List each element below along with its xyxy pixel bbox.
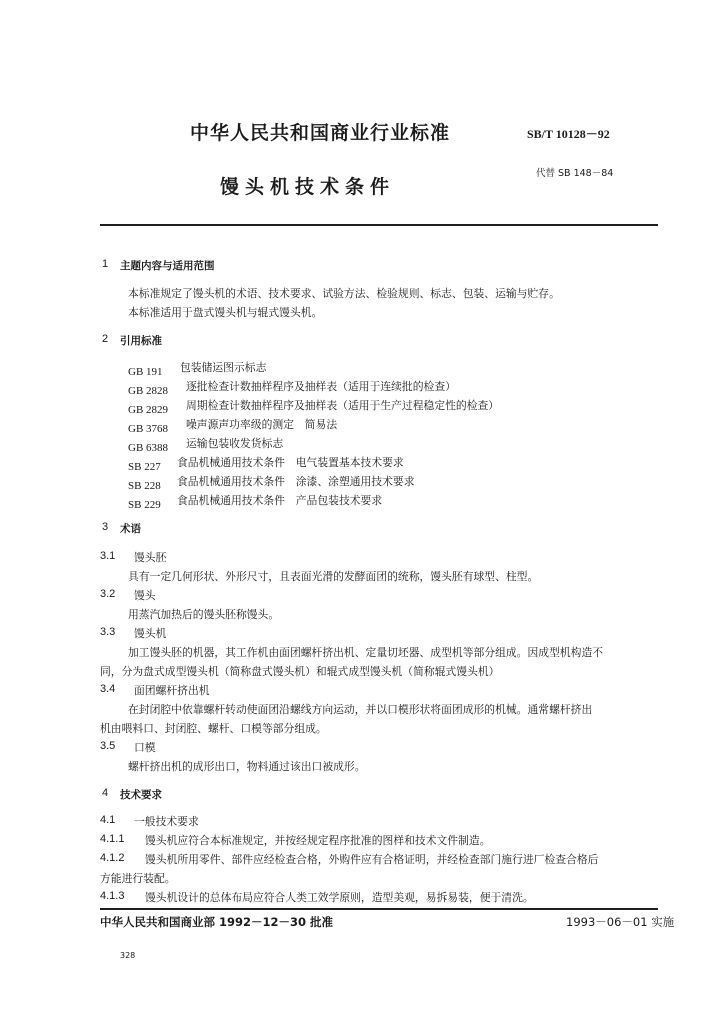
reference-title: 运输包装收发货标志 <box>186 437 284 450</box>
clause-text: 一般技术要求 <box>134 815 199 828</box>
term-title: 面团螺杆挤出机 <box>134 684 210 697</box>
section-number: 4 <box>102 787 109 799</box>
reference-item <box>128 417 338 436</box>
term-title: 馒头胚 <box>134 551 167 564</box>
effective-date: 1993－06－01 实施 <box>566 915 675 929</box>
reference-code: GB 191 <box>128 366 163 378</box>
section-title: 引用标准 <box>120 335 162 347</box>
term-definition-continued: 同，分为盘式成型馒头机（简称盘式馒头机）和辊式成型馒头机（简称辊式馒头机） <box>100 665 500 678</box>
term-definition: 加工馒头胚的机器，其工作机由面团螺杆挤出机、定量切坯器、成型机等部分组成。因成型机构造不 <box>128 646 604 659</box>
reference-item <box>128 455 404 474</box>
term-definition: 螺杆挤出机的成形出口，物料通过该出口被成形。 <box>128 760 366 773</box>
reference-title: 周期检查计数抽样程序及抽样表（适用于生产过程稳定性的检查） <box>186 399 500 412</box>
page-title: 馒头机技术条件 <box>220 176 396 198</box>
term-number: 3.3 <box>100 626 116 638</box>
reference-title: 噪声源声功率级的测定 简易法 <box>186 418 338 431</box>
clause-number: 4.1.3 <box>100 890 125 902</box>
term-number: 3.4 <box>100 683 116 695</box>
clause-text-continued: 方能进行装配。 <box>100 872 176 885</box>
term-title: 馒头机 <box>134 627 167 640</box>
reference-code: GB 3768 <box>128 423 169 435</box>
term-number: 3.2 <box>100 588 116 600</box>
reference-item <box>128 474 415 493</box>
standard-category-title: 中华人民共和国商业行业标准 <box>190 122 451 144</box>
reference-title: 食品机械通用技术条件 产品包装技术要求 <box>177 494 383 507</box>
clause-text: 馒头机应符合本标准规定，并按经规定程序批准的图样和技术文件制造。 <box>145 834 491 847</box>
replaces-note: 代替 SB 148－84 <box>536 168 614 179</box>
term-definition: 在封闭腔中依靠螺杆转动使面团沿螺线方向运动，并以口模形状将面团成形的机械。通常螺杆挤出 <box>128 703 593 716</box>
reference-item <box>128 436 284 455</box>
reference-title: 食品机械通用技术条件 电气装置基本技术要求 <box>177 456 404 469</box>
reference-code: SB 228 <box>128 480 161 492</box>
reference-code: GB 6388 <box>128 442 169 454</box>
clause-number: 4.1.1 <box>100 833 125 845</box>
section-title: 主题内容与适用范围 <box>120 260 215 272</box>
approval-date: 中华人民共和国商业部 1992－12－30 批准 <box>100 915 334 929</box>
standard-code: SB/T 10128－92 <box>527 127 610 141</box>
clause-text: 馒头机所用零件、部件应经检查合格，外购件应有合格证明，并经检查部门施行进厂检查合格后 <box>145 853 599 866</box>
term-title: 馒头 <box>134 589 156 602</box>
term-title: 口模 <box>134 741 156 754</box>
term-definition-continued: 机由喂料口、封闭腔、螺杆、口模等部分组成。 <box>100 722 327 735</box>
reference-code: GB 2829 <box>128 404 169 416</box>
reference-item <box>128 360 267 379</box>
term-definition: 用蒸汽加热后的馒头胚称馒头。 <box>128 608 280 621</box>
section-number: 3 <box>102 521 109 533</box>
reference-code: GB 2828 <box>128 385 169 397</box>
header-divider <box>100 224 658 226</box>
section-number: 2 <box>102 333 109 345</box>
clause-number: 4.1 <box>100 814 116 826</box>
clause-number: 4.1.2 <box>100 852 125 864</box>
reference-code: SB 227 <box>128 461 161 473</box>
section-number: 1 <box>102 258 109 270</box>
reference-item <box>128 493 383 512</box>
paragraph: 本标准规定了馒头机的术语、技术要求、试验方法、检验规则、标志、包装、运输与贮存。 <box>128 287 560 300</box>
reference-title: 逐批检查计数抽样程序及抽样表（适用于连续批的检查） <box>186 380 456 393</box>
term-number: 3.5 <box>100 740 116 752</box>
term-definition: 具有一定几何形状、外形尺寸，且表面光滑的发酵面团的统称，馒头胚有球型、柱型。 <box>128 570 539 583</box>
section-title: 术语 <box>120 523 141 535</box>
paragraph: 本标准适用于盘式馒头机与辊式馒头机。 <box>128 306 323 319</box>
section-title: 技术要求 <box>120 789 162 801</box>
reference-item <box>128 398 500 417</box>
clause-text: 馒头机设计的总体布局应符合人类工效学原则，造型美观，易拆易装，便于清洗。 <box>145 891 534 904</box>
page-number: 328 <box>120 951 136 960</box>
reference-item <box>128 379 456 398</box>
footer-divider <box>100 908 658 910</box>
reference-title: 包装储运图示标志 <box>180 361 267 374</box>
term-number: 3.1 <box>100 550 116 562</box>
reference-code: SB 229 <box>128 499 161 511</box>
reference-title: 食品机械通用技术条件 涂漆、涂塑通用技术要求 <box>177 475 415 488</box>
